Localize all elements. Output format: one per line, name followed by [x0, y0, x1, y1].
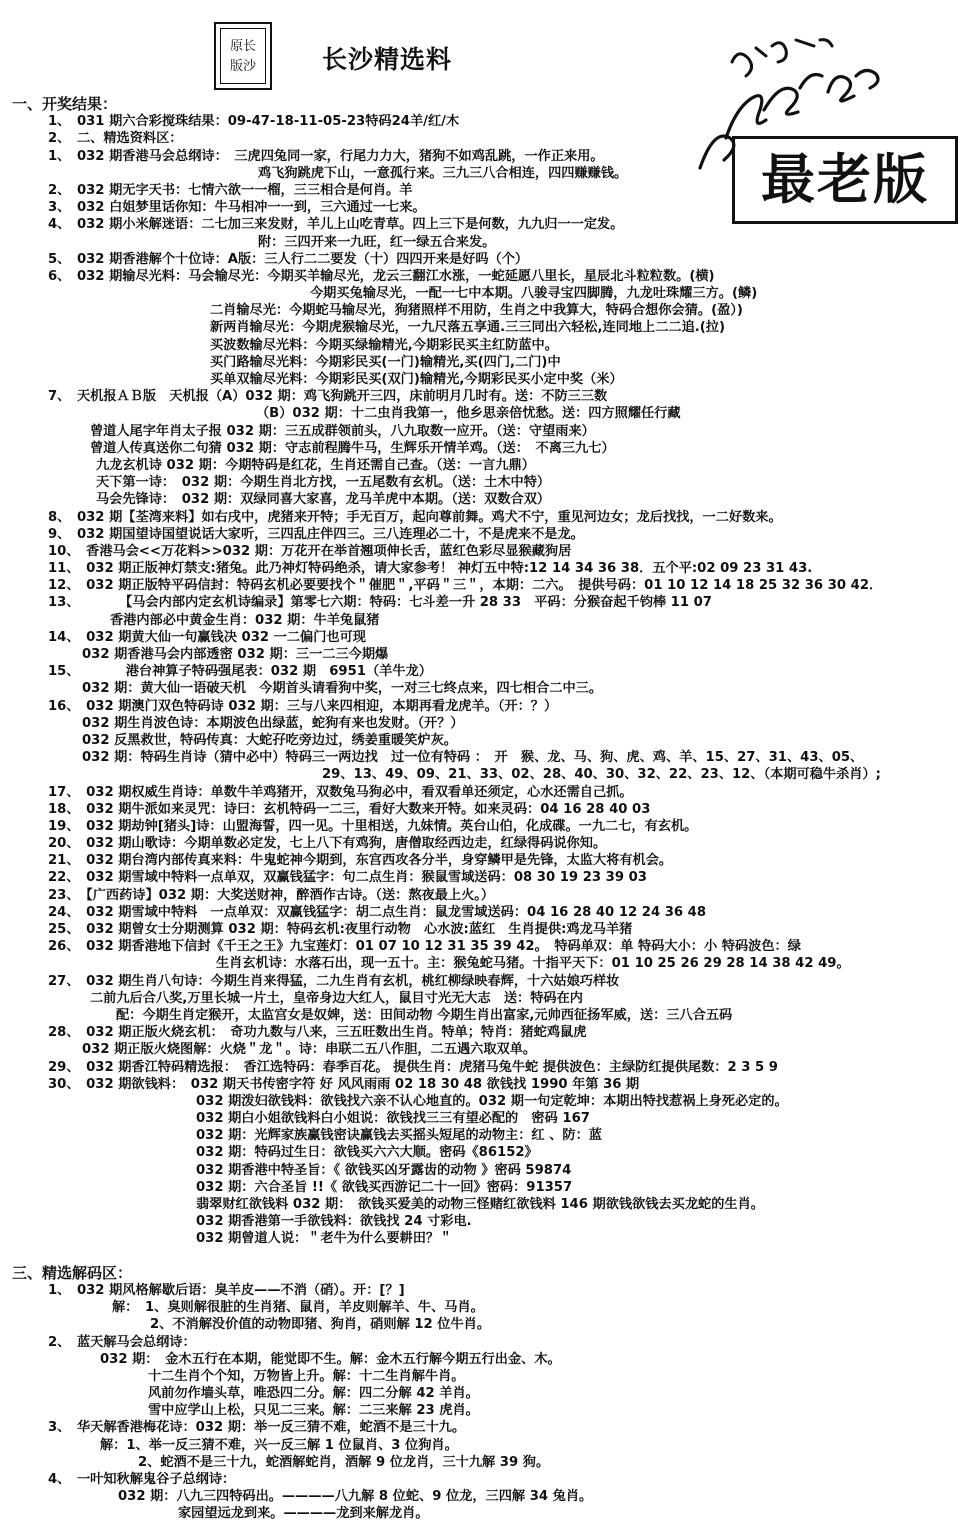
text-line: 032 期： 金木五行在本期，能觉即不生。解：金木五行解今期五行出金、木。	[100, 1351, 561, 1367]
text-line: 解：1、举一反三猜不难，兴一反三解 1 位鼠肖、3 位狗肖。	[100, 1437, 458, 1453]
text-line: 二前九后合八奖,万里长城一片土，皇帝身边大红人，鼠目寸光无大志 送：特码在内	[90, 990, 583, 1006]
text-line: 附：三四开来一九旺，红一绿五合来发。	[258, 234, 496, 250]
text-line: 23、 【广西药诗】032 期：大奖送财神，醉酒作古诗。（送：熬夜最上火。）	[48, 887, 495, 903]
text-line: 26、 032 期香港地下信封《千王之王》九宝莲灯：01 07 10 12 31 35 39 42。 特码单双：单 特码大小：小 特码波色：绿	[48, 939, 801, 955]
text-line: 4、 032 期小米解迷语：二七加三来发财，羊儿上山吃青草。四上三下是何数，九九归一一定发。	[48, 217, 624, 233]
edition-badge: 最老版	[732, 136, 958, 224]
text-line: 翡翠财红欲钱料 032 期： 欲钱买爱美的动物三怪赌红欲钱料 146 期欲钱欲钱去买龙蛇的生肖。	[196, 1197, 764, 1212]
text-line: 5、 032 期香港解个十位诗：A版：三人行二二要发（十）四四开来是好吗（个）	[48, 251, 529, 267]
text-line: 032 期：光辉家族赢钱密诀赢钱去买摇头短尾的动物主：红 、防：蓝	[196, 1128, 602, 1144]
text-line: 风前勿作墙头草，唯恐四二分。解：四二分解 42 羊肖。	[148, 1386, 479, 1402]
text-line: （B）032 期：十二虫肖我第一，他乡思亲倍忧愁。送：四方照耀任行藏	[256, 406, 681, 422]
text-line: 12、 032 期正版特平码信封：特码玄机必要要找个＂催肥＂,平码＂三＂，本期：二六。 提供号码：01 10 12 14 18 25 32 36 30 42．	[48, 578, 883, 594]
text-line: 29、13、49、09、21、33、02、28、40、30、32、22、23、12、（本期可稳牛杀肖）;	[322, 767, 881, 783]
text-line: 032 期：六合圣旨 !!《 欲钱买西游记二十一回》密码：91357	[196, 1179, 573, 1195]
text-line	[0, 1248, 977, 1265]
text-line: 鸡飞狗跳虎下山，一意孤行来。三九三八合相连，四四赚赚钱。	[258, 165, 628, 181]
text-line: 19、 032 期劫钟[猪头]诗：山盟海誓，四一见。十里相送，九妹情。英台山伯，化成碟。一九二七，有玄机。	[48, 818, 698, 834]
text-line: 新两肖输尽光：今期虎猴输尽光，一九尺落五享通.三三同出六轻松,连同地上二二追.(拉)	[210, 320, 726, 336]
text-line: 6、 032 期输尽光料：马会输尽光：今期买羊输尽光，龙云三翻江水涨，一蛇延愿八里长，星辰北斗粒粒数。(横)	[48, 268, 715, 284]
text-line: 曾道人传真送你二句猜 032 期：守志前程腾牛马，生辉乐开情羊鸡。（送： 不离三九七）	[90, 440, 615, 456]
text-line: 4、 一叶知秋解鬼谷子总纲诗：	[48, 1472, 236, 1487]
text-line: 16、 032 期澳门双色特码诗 032 期：三与八来四相迎，本期再看龙虎羊。（开：？）	[48, 698, 558, 714]
text-line: 22、 032 期雪域中特料一点单双，双赢钱猛字：句二点生肖：猴鼠雪域送码：08 30 19 23 39 03	[48, 870, 647, 886]
text-line: 2、 032 期无字天书：七情六欲一一榴，三三相合是何肖。羊	[48, 182, 413, 198]
text-line: 032 期：黄大仙一语破天机 今期首头请看狗中奖，一对三七终点来，四七相合二中三。	[82, 681, 603, 697]
text-line: 二肖输尽光：今期蛇马输尽光，狗猪照样不用防，生肖之中我算大，特码合想你会猜。(盈）)	[210, 303, 743, 319]
text-line: 买门路输尽光料：今期彩民买(一门)输精光,买(四门,二门)中	[210, 354, 561, 370]
text-line: 买波数输尽光料：今期买绿输精光,今期彩民买主红防蓝中。	[210, 337, 558, 353]
text-line: 032 反黑救世，特码传真：大蛇孖吃旁边过，绣姜重暖笑炉灰。	[82, 732, 457, 748]
text-line: 25、 032 期曾女士分期测算 032 期：特码玄机:夜里行动物 心水波:蓝红 生肖提供:鸡龙马羊猪	[48, 922, 633, 937]
text-line: 2、 蓝天解马会总纲诗：	[48, 1334, 196, 1350]
text-line: 032 期香港马会内部透密 032 期：三一二三今期爆	[82, 647, 389, 662]
section-heading: 一、开奖结果：	[12, 95, 118, 113]
text-line: 雪中应学山上松，只见二三来。解：二三来解 23 虎肖。	[148, 1403, 479, 1419]
text-line: 27、 032 期生肖八句诗：今期生肖来得猛，二九生肖有玄机，桃红柳绿映春辉，十六姑娘巧样妆	[48, 973, 620, 989]
text-line: 13、 【马会内部内定玄机诗编录】第零七六期：特码：七斗差一升 28 33 平码：分猴奋起千钧棒 11 07	[48, 595, 712, 611]
text-line: 21、 032 期台湾内部传真来料：牛鬼蛇神今期到，东宫西攻各分半，身穿鳞甲是先锋，太监大将有机会。	[48, 853, 673, 869]
text-line: 032 期正版火烧图解：火烧＂龙＂。诗：串联二五八作胆，二五遇六取双单。	[82, 1042, 537, 1058]
text-line: 032 期香港第一手欲钱料：欲钱找 24 寸彩电.	[196, 1214, 472, 1230]
text-line: 今期买兔输尽光，一配一七中本期。八骏寻宝四脚腾，九龙吐珠耀三方。(鳞)	[310, 286, 758, 302]
text-line: 解： 1、臭则解很脏的生肖猪、鼠肖，羊皮则解羊、牛、马肖。	[112, 1300, 484, 1316]
stamp-seal	[214, 22, 272, 90]
text-line: 马会先锋诗： 032 期：双绿同喜大家喜，龙马羊虎中本期。（送：双数合双）	[96, 492, 551, 508]
text-line: 天下第一诗： 032 期：今期生肖北方找，一五尾数有玄机。（送：土木中特）	[96, 475, 551, 491]
text-line: 032 期香港中特圣旨：《 欲钱买凶牙露齿的动物 》密码 59874	[196, 1162, 572, 1178]
text-line: 2、 二、精选资料区：	[48, 131, 183, 147]
text-line: 032 期曾道人说：＂老牛为什么要耕田？＂	[196, 1231, 453, 1247]
text-line: 香港内部必中黄金生肖：032 期：牛羊兔鼠猪	[110, 612, 380, 628]
text-line: 十二生肖个个知，万物皆上升。解：十二生肖解牛肖。	[148, 1368, 465, 1384]
stamp-line-1: 原长	[229, 39, 256, 54]
text-line: 032 期泼妇欲钱料：欲钱找六亲不认心地直的。032 期一句定乾坤：本期出特找惹祸上身死必定的。	[196, 1093, 788, 1109]
text-line: 7、 天机报ＡＢ版 天机报（A）032 期：鸡飞狗跳开三四，床前明月几时有。送：不防三三数	[48, 389, 608, 405]
text-line: 2、蛇酒不是三十九，蛇酒解蛇肖，酒解 9 位龙肖，三十九解 39 狗。	[138, 1454, 550, 1470]
text-line: 18、 032 期牛派如来灵咒：诗曰：玄机特码一二三，看好大数来开特。如来灵码：04 16 28 40 03	[48, 801, 651, 817]
text-line: 30、 032 期欲钱料： 032 期天书传密字符 好 风风雨雨 02 18 30 48 欲钱找 1990 年第 36 期	[48, 1076, 640, 1092]
text-line: 1、 032 期香港马会总纲诗： 三虎四兔同一家，行尾力力大，猪狗不如鸡乱跳，一作正来用。	[48, 148, 604, 164]
text-line: 17、 032 期权威生肖诗：单数牛羊鸡猪开，双数兔马狗必中，看双看单还须定，心水还需自己抓。	[48, 784, 633, 800]
text-line: 24、 032 期雪域中特料 一点单双：双赢钱猛字：胡二点生肖：鼠龙雪域送码：04 16 28 40 12 24 36 48	[48, 904, 707, 920]
text-line: 032 期：特码生肖诗（猜中必中）特码三一两边找 过一位有特码 ： 开 猴、龙、马、狗、虎、鸡、羊、15、27、31、43、05、	[82, 750, 864, 766]
text-line: 14、 032 期黄大仙一句赢钱决 032 一二偏门也可现	[48, 629, 366, 645]
text-line: 28、 032 期正版火烧玄机： 奇功九数与八来，三五旺数出生肖。特单；特肖：猪蛇鸡鼠虎	[48, 1025, 587, 1041]
text-line: 032 期：特码过生日：欲钱买六六大顺。密码《86152》	[196, 1145, 538, 1161]
text-line: 032 期：八九三四特码出。————八九解 8 位蛇、9 位龙，三四解 34 兔肖。	[118, 1489, 593, 1505]
text-line: 家园望远龙到来。————龙到来解龙肖。	[178, 1506, 429, 1522]
text-line: 8、 032 期【荃湾来料】如右戌中，虎猪来开特；手无百万，起向尊前舞。鸡犬不宁，重见河边女；龙后找找，一二好数来。	[48, 509, 782, 525]
text-line: 29、 032 期香江特码精选报： 香江选特码：春季百花。 提供生肖：虎猪马兔牛蛇 提供波色：主绿防红提供尾数：2 3 5 9	[48, 1059, 778, 1075]
stamp-text	[220, 28, 266, 84]
text-line: 配：今期生肖定猴开，太监宫女是奴婢，送：田间动物 今期生肖出富家,元帅西征扬军威，送：三八合五码	[116, 1007, 733, 1023]
text-line: 2、不消解没价值的动物即猪、狗肖，硝则解 12 位牛肖。	[150, 1317, 491, 1333]
text-line: 1、 032 期风格解歇后语：臭羊皮——不消（硝）。开：[？]	[48, 1282, 405, 1298]
text-line: 20、 032 期山歌诗：今期单数必定发，七上八下有鸡狗，唐僧取经西边走，红绿得码说你知。	[48, 836, 607, 852]
text-line: 1、 031 期六合彩搅珠结果：09-47-18-11-05-23特码24羊/红/木	[48, 114, 460, 130]
text-line: 11、 032 期正版神灯禁支:猪兔。此乃神灯特码绝杀，请大家参考！ 神灯五中特:12 14 34 36 38．五个平:02 09 23 31 43.	[48, 561, 813, 577]
text-line: 9、 032 期国望诗国望说话大家听，三四乱庄伴四三。三八连理必二十，不是虎来不是龙。	[48, 526, 584, 542]
text-line: 10、 香港马会<<万花料>>032 期：万花开在举首翘项伸长舌，蓝红色彩尽显猴藏狗居	[48, 543, 572, 559]
text-line: 3、 华天解香港梅花诗：032 期：举一反三猜不难，蛇酒不是三十九。	[48, 1420, 466, 1436]
text-line: 3、 032 白姐梦里话你知：牛马相冲一一到，三六通过一七来。	[48, 200, 426, 216]
text-line: 买单双输尽光料：今期彩民买(双门)输精光,今期彩民买小定中奖（米）	[210, 372, 623, 387]
section-heading: 三、精选解码区：	[12, 1263, 133, 1282]
text-line: 15、 港台神算子特码强尾表：032 期 6951（羊牛龙）	[48, 664, 432, 680]
text-line: 曾道人尾字年肖太子报 032 期：三五成群领前头，八九取数一应开。（送：守望雨来）	[90, 423, 595, 439]
text-line: 生肖玄机诗：水落石出，现一五十。主：猴兔蛇马猪。十指平天下：01 10 25 26 29 28 14 38 42 49。	[216, 956, 850, 972]
document-body	[0, 96, 977, 1523]
stamp-line-2: 版沙	[229, 59, 256, 74]
text-line: 032 期白小姐欲钱料白小姐说：欲钱找三三有望必配的 密码 167	[196, 1111, 590, 1127]
page-title: 长沙精选料	[322, 45, 453, 74]
text-line: 032 期生肖波色诗：本期波色出绿蓝，蛇狗有来也发财。（开？）	[82, 715, 464, 731]
text-line: 九龙玄机诗 032 期：今期特码是红花，生肖还需自己查。（送：一言九鼎）	[96, 457, 535, 473]
